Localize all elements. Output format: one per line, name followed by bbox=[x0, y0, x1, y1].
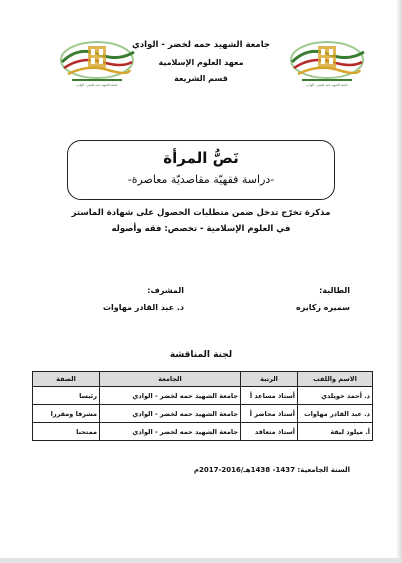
header-name: الاسم واللقب bbox=[298, 372, 373, 387]
department-name: قسم الشريعة bbox=[174, 74, 228, 83]
memo-line-1: مذكرة تخرّج تدخل ضمن متطلبات الحصول على شهادة الماستر bbox=[71, 208, 331, 218]
table-row bbox=[33, 423, 373, 441]
member-rank: أستاذ مساعد أ bbox=[241, 387, 298, 405]
page-bottom-bar bbox=[0, 558, 402, 563]
thesis-title: نَصُّ المرأة bbox=[163, 149, 239, 167]
member-role: رئيسا bbox=[33, 387, 100, 405]
member-university: جامعة الشهيد حمه لخضر - الوادي bbox=[100, 423, 241, 441]
student-label: الطالبة: bbox=[319, 286, 350, 295]
committee-table bbox=[32, 371, 373, 441]
thesis-subtitle: -دراسة فقهيّة مقاصديّة معاصرة- bbox=[127, 173, 275, 186]
member-rank: أستاذ متعاقد bbox=[241, 423, 298, 441]
member-university: جامعة الشهيد حمه لخضر - الوادي bbox=[100, 405, 241, 423]
memo-line-2: في العلوم الإسلامية - تخصص: فقه وأصوله bbox=[111, 224, 291, 234]
header-university: الجامعة bbox=[100, 372, 241, 387]
student-name: سميره زكايره bbox=[296, 303, 350, 312]
university-name: جامعة الشهيد حمه لخضر - الوادي bbox=[131, 40, 271, 50]
committee-title: لجنة المناقشة bbox=[169, 350, 233, 360]
member-name: د. عبد القادر مهاوات bbox=[298, 405, 373, 423]
member-role: مشرفا ومقررا bbox=[33, 405, 100, 423]
logo-caption: جامعة الشهيد حمه لخضر - الوادي bbox=[306, 83, 348, 87]
member-name: د. أحمد خويلدي bbox=[298, 387, 373, 405]
table-row bbox=[33, 405, 373, 423]
member-rank: أستاذ محاضر أ bbox=[241, 405, 298, 423]
member-university: جامعة الشهيد حمه لخضر - الوادي bbox=[100, 387, 241, 405]
member-name: أ. ميلود ليقة bbox=[298, 423, 373, 441]
table-row bbox=[33, 387, 373, 405]
logo-caption: جامعة الشهيد حمه لخضر - الوادي bbox=[76, 83, 118, 87]
supervisor-name: د. عبد القادر مهاوات bbox=[102, 303, 184, 312]
header-role: الصفة bbox=[33, 372, 100, 387]
title-box bbox=[67, 140, 335, 200]
institute-name: معهد العلوم الإسلامية bbox=[158, 58, 244, 67]
member-role: ممتحنا bbox=[33, 423, 100, 441]
page-edge-shadow bbox=[396, 0, 402, 563]
header-rank: الرتبة bbox=[241, 372, 298, 387]
table-header-row bbox=[33, 372, 373, 387]
supervisor-label: المشرف: bbox=[147, 286, 184, 295]
academic-year: السنة الجامعية: 1437- 1438هـ/2016-2017م bbox=[193, 466, 350, 474]
